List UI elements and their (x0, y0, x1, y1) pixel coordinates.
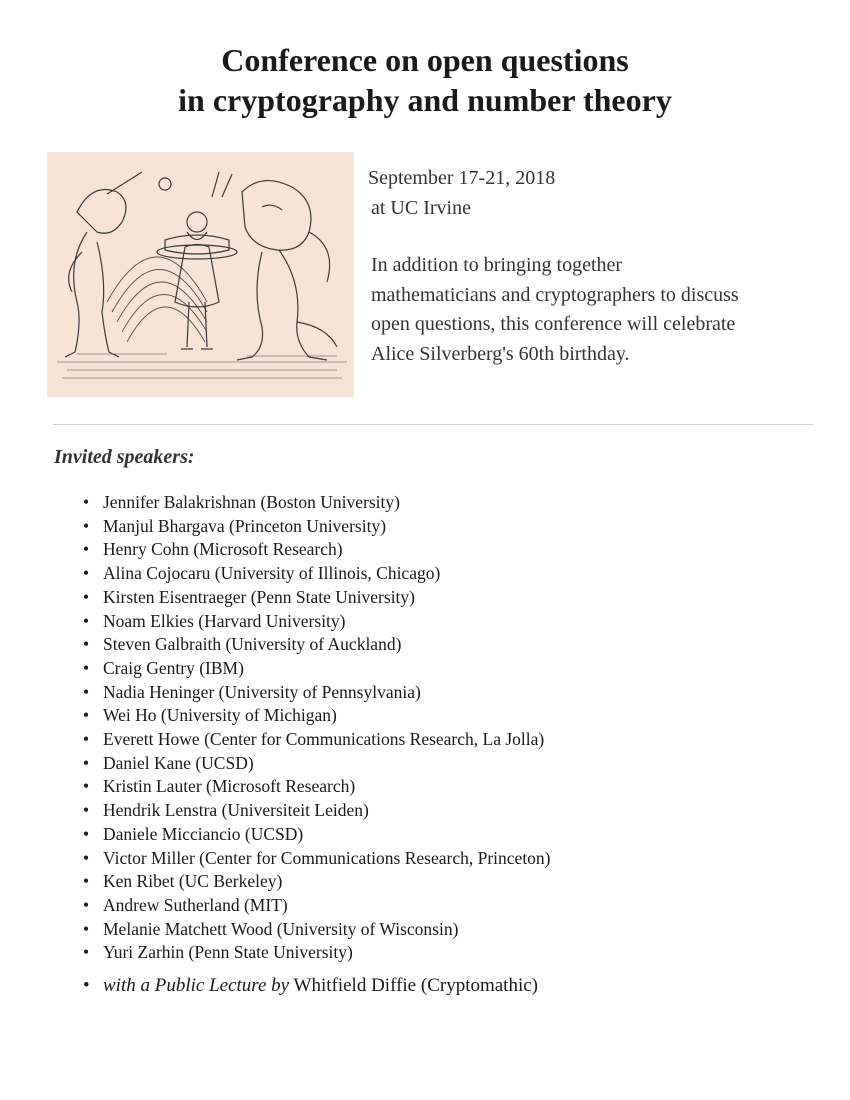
alice-unicorn-lion-engraving-icon (47, 152, 354, 397)
page-title (0, 40, 850, 120)
list-item: • Kirsten Eisentraeger (Penn State University) (103, 586, 551, 610)
speaker-list (103, 491, 551, 965)
list-item: • Nadia Heninger (University of Pennsylvania) (103, 681, 551, 705)
list-item: • Noam Elkies (Harvard University) (103, 610, 551, 634)
event-info (368, 163, 788, 369)
list-item: • Yuri Zarhin (Penn State University) (103, 941, 551, 965)
list-item: • Victor Miller (Center for Communications Research, Princeton) (103, 847, 551, 871)
section-divider (53, 424, 813, 425)
list-item: • Andrew Sutherland (MIT) (103, 894, 551, 918)
title-line-2: in cryptography and number theory (178, 82, 672, 118)
event-venue: at UC Irvine (371, 197, 471, 219)
public-lecture-lead: with a Public Lecture by (103, 975, 290, 996)
list-item: • Henry Cohn (Microsoft Research) (103, 538, 551, 562)
list-item: • Manjul Bhargava (Princeton University) (103, 515, 551, 539)
list-item: • Alina Cojocaru (University of Illinois, Chicago) (103, 562, 551, 586)
list-item: • Everett Howe (Center for Communications Research, La Jolla) (103, 728, 551, 752)
public-lecture (103, 973, 538, 999)
event-date: September 17-21, 2018 (368, 167, 556, 189)
list-item: • Jennifer Balakrishnan (Boston University) (103, 491, 551, 515)
public-lecture-item (103, 973, 538, 999)
list-item: • Daniel Kane (UCSD) (103, 752, 551, 776)
list-item: • Kristin Lauter (Microsoft Research) (103, 775, 551, 799)
list-item: • Wei Ho (University of Michigan) (103, 704, 551, 728)
title-line-1: Conference on open questions (221, 42, 629, 78)
list-item: • Hendrik Lenstra (Universiteit Leiden) (103, 799, 551, 823)
list-item: • Ken Ribet (UC Berkeley) (103, 870, 551, 894)
list-item: • Craig Gentry (IBM) (103, 657, 551, 681)
list-item: • Daniele Micciancio (UCSD) (103, 823, 551, 847)
event-description: In addition to bringing together mathematicians and cryptographers to discuss open questions, this conference will celebrate Alice Silverberg's 60th birthday. (371, 254, 739, 365)
speakers-heading: Invited speakers: (54, 446, 195, 468)
list-item: • Steven Galbraith (University of Auckland) (103, 633, 551, 657)
public-lecture-speaker: Whitfield Diffie (Cryptomathic) (293, 975, 538, 996)
list-item: • Melanie Matchett Wood (University of Wisconsin) (103, 918, 551, 942)
